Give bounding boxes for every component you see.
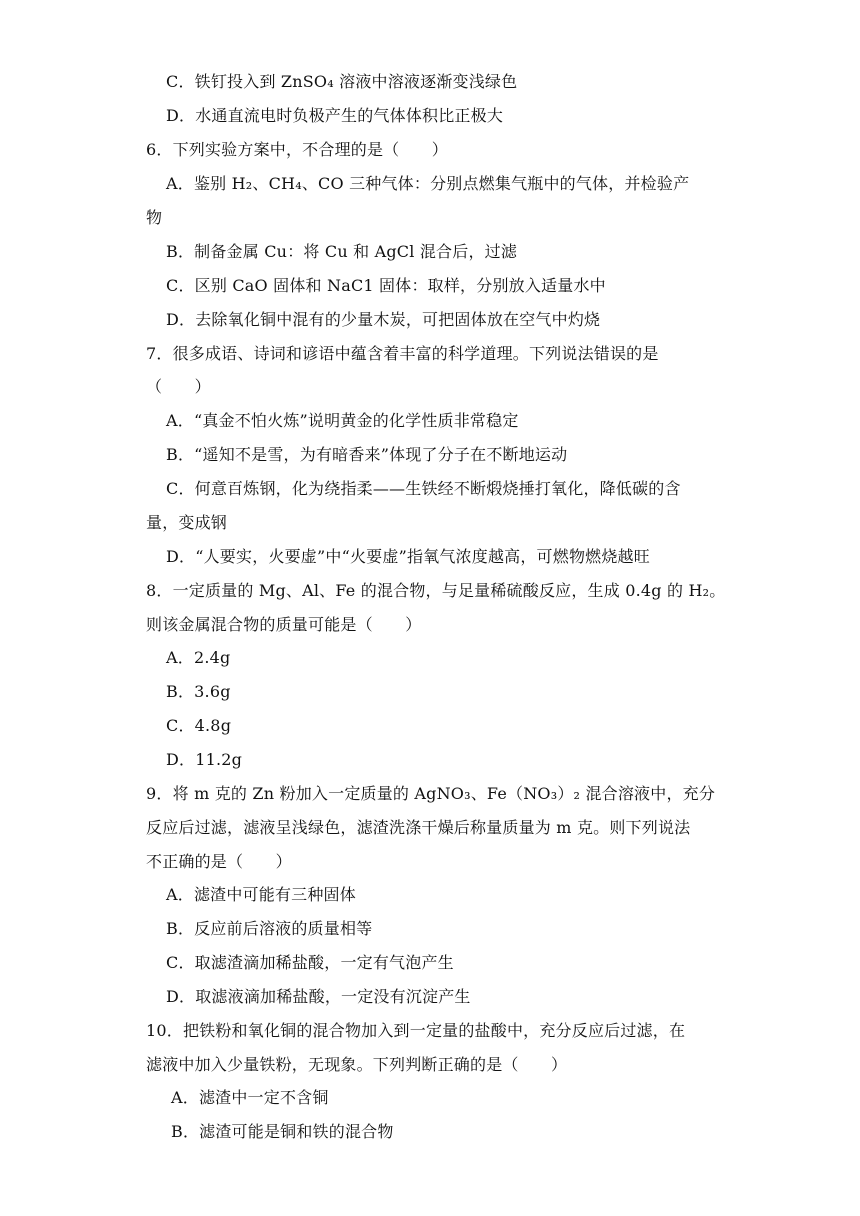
question-7-cont: （ ） — [146, 377, 211, 396]
option-9d: D．取滤液滴加稀盐酸，一定没有沉淀产生 — [166, 987, 471, 1006]
option-5d: D．水通直流电时负极产生的气体体积比正极大 — [166, 106, 504, 125]
option-6d: D．去除氧化铜中混有的少量木炭，可把固体放在空气中灼烧 — [166, 310, 601, 329]
option-5c: C．铁钉投入到 ZnSO₄ 溶液中溶液逐渐变浅绿色 — [166, 72, 518, 91]
question-9-cont1: 反应后过滤，滤液呈浅绿色，滤渣洗涤干燥后称量质量为 m 克。则下列说法 — [146, 818, 691, 837]
question-10-cont: 滤液中加入少量铁粉，无现象。下列判断正确的是（ ） — [146, 1055, 568, 1074]
option-6a: A．鉴别 H₂、CH₄、CO 三种气体：分别点燃集气瓶中的气体，并检验产 — [166, 174, 690, 193]
question-9: 9．将 m 克的 Zn 粉加入一定质量的 AgNO₃、Fe（NO₃）₂ 混合溶液中，充分 — [146, 784, 716, 803]
option-9c: C．取滤渣滴加稀盐酸，一定有气泡产生 — [166, 953, 454, 972]
option-8c: C．4.8g — [166, 716, 232, 735]
question-9-cont2: 不正确的是（ ） — [146, 852, 292, 871]
question-7: 7．很多成语、诗词和谚语中蕴含着丰富的科学道理。下列说法错误的是 — [146, 344, 659, 363]
question-8-cont: 则该金属混合物的质量可能是（ ） — [146, 615, 422, 634]
option-10b: B．滤渣可能是铜和铁的混合物 — [171, 1122, 394, 1141]
option-8a: A．2.4g — [166, 648, 231, 667]
option-6c: C．区别 CaO 固体和 NaC1 固体：取样，分别放入适量水中 — [166, 276, 606, 295]
option-9a: A．滤渣中可能有三种固体 — [166, 885, 356, 904]
question-8: 8．一定质量的 Mg、Al、Fe 的混合物，与足量稀硫酸反应，生成 0.4g 的 H₂。 — [146, 581, 726, 600]
option-10a: A．滤渣中一定不含铜 — [171, 1088, 329, 1107]
question-10: 10．把铁粉和氧化铜的混合物加入到一定量的盐酸中，充分反应后过滤，在 — [146, 1021, 686, 1040]
option-8d: D．11.2g — [166, 750, 243, 769]
option-6a-cont: 物 — [146, 208, 163, 227]
option-7b: B．“遥知不是雪，为有暗香来”体现了分子在不断地运动 — [166, 445, 568, 464]
option-8b: B．3.6g — [166, 682, 231, 701]
option-7a: A．“真金不怕火炼”说明黄金的化学性质非常稳定 — [166, 411, 519, 430]
option-9b: B．反应前后溶液的质量相等 — [166, 919, 373, 938]
option-7c: C．何意百炼钢，化为绕指柔——生铁经不断煅烧捶打氧化，降低碳的含 — [166, 479, 681, 498]
option-7c-cont: 量，变成钢 — [146, 513, 228, 532]
option-6b: B．制备金属 Cu：将 Cu 和 AgCl 混合后，过滤 — [166, 242, 518, 261]
question-6: 6．下列实验方案中，不合理的是（ ） — [146, 140, 448, 159]
option-7d: D．“人要实，火要虚”中“火要虚”指氧气浓度越高，可燃物燃烧越旺 — [166, 547, 650, 566]
